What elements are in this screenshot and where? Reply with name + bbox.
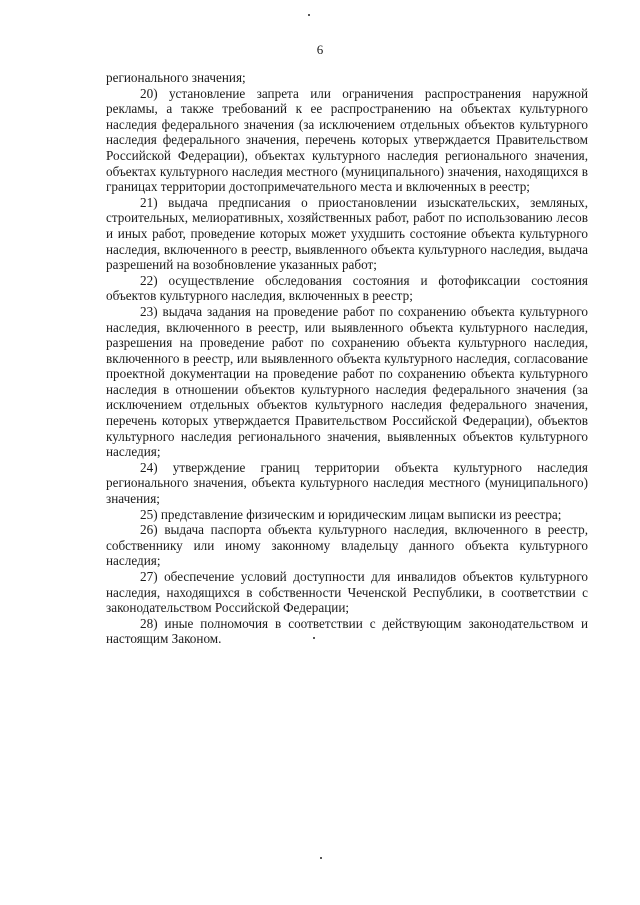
paragraph-item-27: 27) обеспечение условий доступности для инвалидов объектов культурного наследия, находящихся в собственности Чеченской Республики, в соответствии с законодательством Российской Федерации; (106, 569, 588, 616)
page-number: 6 (316, 42, 324, 57)
paragraph-continuation: регионального значения; (106, 70, 246, 85)
paragraph-item-22: 22) осуществление обследования состояния и фотофиксации состояния объектов культурного наследия, включенных в реестр; (106, 272, 588, 304)
paragraph-item-23: 23) выдача задания на проведение работ по сохранению объекта культурного наследия, включенного в реестр, или выявленного объекта культурного наследия, разрешения на проведение работ по сохранению объекта культурного наследия, включенного в реестр, или выявленного объекта культурного наследия, согласование проектной документации на проведение работ по сохранению объекта культурного наследия в отношении объектов культурного наследия федерального значения (за исключением отдельных объектов культурного наследия федерального значения, перечень которых утверждается Правительством Российской Федерации), объектов культурного наследия регионального значения, выявленных объектов культурного наследия; (106, 303, 588, 460)
paragraph-item-28: 28) иные полномочия в соответствии с действующим законодательством и настоящим Законом. (106, 615, 588, 647)
paragraph-item-26: 26) выдача паспорта объекта культурного наследия, включенного в реестр, собственнику или иному законному владельцу данного объекта культурного наследия; (106, 522, 588, 569)
scan-speck-top (308, 14, 310, 16)
scan-speck-bottom (320, 857, 322, 859)
paragraph-item-21: 21) выдача предписания о приостановлении изыскательских, земляных, строительных, мелиоративных, хозяйственных работ, работ по использованию лесов и иных работ, проведение которых может ухудшить состояние объекта культурного наследия, включенного в реестр, выявленного объекта культурного наследия, выдача разрешений на возобновление указанных работ; (106, 194, 588, 273)
paragraph-item-25: 25) представление физическим и юридическим лицам выписки из реестра; (140, 506, 562, 522)
document-body (106, 70, 588, 647)
paragraph-item-20: 20) установление запрета или ограничения распространения наружной рекламы, а также требований к ее распространению на объектах культурного наследия федерального значения (за исключением отдельных объектов культурного наследия федерального значения, перечень которых утверждается Правительством Российской Федерации), объектах культурного наследия регионального значения, объектах культурного наследия местного (муниципального) значения, находящихся в границах территории достопримечательного места и включенных в реестр; (106, 85, 588, 195)
paragraph-item-24: 24) утверждение границ территории объекта культурного наследия регионального значения, объекта культурного наследия местного (муниципального) значения; (106, 459, 588, 507)
